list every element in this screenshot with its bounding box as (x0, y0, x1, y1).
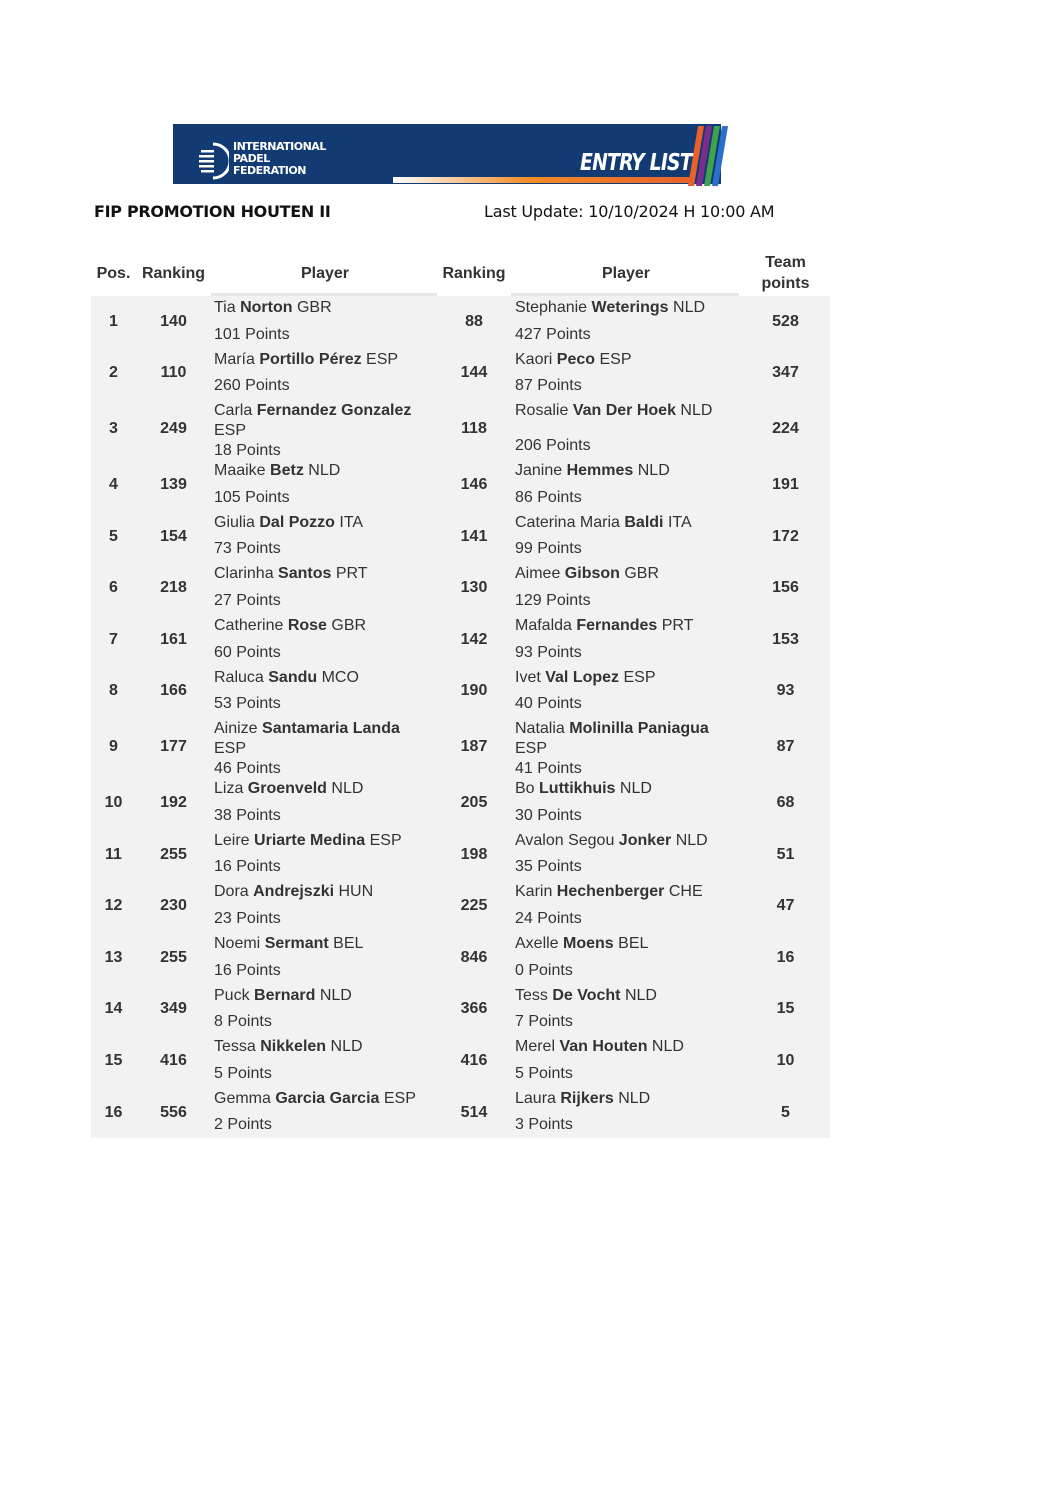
player-2-points: 427 Points (515, 325, 591, 343)
player-2-ranking: 225 (460, 897, 488, 915)
padel-federation-logo-icon (199, 140, 229, 182)
team-points: 153 (772, 630, 799, 648)
table-row (91, 984, 830, 1036)
player-1-nationality: BEL (328, 934, 364, 952)
team-points: 172 (772, 527, 799, 545)
team-points: 47 (776, 897, 795, 915)
player-1-points: 8 Points (214, 1013, 272, 1031)
player-2-last-name: Baldi (624, 513, 664, 531)
player-2-last-name: Rijkers (560, 1089, 614, 1107)
player-2-ranking: 142 (460, 630, 488, 648)
table-row (91, 717, 830, 777)
player-1-nationality: MCO (317, 668, 359, 686)
player-2-last-name: Jonker (618, 831, 672, 849)
player-1-name (214, 401, 436, 441)
player-1-first-name: Clarinha (214, 565, 279, 583)
player-2-nationality: NLD (620, 986, 657, 1004)
player-2-name (515, 461, 737, 481)
player-1-nationality: NLD (326, 780, 364, 798)
table-row (91, 1087, 830, 1139)
player-2-nationality: NLD (633, 462, 670, 480)
player-2 (515, 459, 737, 511)
federation-logo-text: INTERNATIONAL PADEL FEDERATION (233, 140, 326, 177)
player-2-ranking: 366 (460, 1000, 488, 1018)
player-2-first-name: Caterina Maria (515, 513, 625, 531)
player-1 (214, 666, 436, 718)
banner-orange-stripe (393, 177, 693, 183)
table-row (91, 1035, 830, 1087)
player-1-first-name: Tessa (214, 1038, 261, 1056)
player-2-first-name: Karin (515, 883, 557, 901)
player-2-name (515, 934, 737, 954)
player-2-points: 93 Points (515, 643, 582, 661)
player-2 (515, 777, 737, 829)
player-2-nationality: ESP (515, 740, 548, 758)
player-1-first-name: Catherine (214, 616, 288, 634)
player-2-nationality: PRT (657, 616, 694, 634)
player-1-last-name: Dal Pozzo (259, 513, 335, 531)
player-1-ranking: 140 (160, 312, 187, 330)
player-2-ranking: 144 (460, 364, 488, 382)
player-1-nationality: ITA (334, 513, 364, 531)
player-1-nationality: HUN (334, 883, 374, 901)
position: 4 (109, 475, 118, 493)
table-row (91, 880, 830, 932)
team-points: 156 (772, 579, 799, 597)
position: 2 (109, 364, 118, 382)
player-2-name (515, 986, 737, 1006)
player-1-ranking: 349 (160, 1000, 187, 1018)
player-1-name (214, 668, 436, 688)
player-1-nationality: ESP (361, 350, 399, 368)
player-2-first-name: Avalon Segou (515, 831, 619, 849)
player-1-ranking: 110 (160, 364, 187, 382)
table-row (91, 614, 830, 666)
player-1-nationality: PRT (331, 565, 368, 583)
player-1-points: 53 Points (214, 695, 281, 713)
player-1-nationality: ESP (214, 740, 247, 758)
player-1 (214, 459, 436, 511)
player-1 (214, 1087, 436, 1139)
team-points: 191 (772, 475, 799, 493)
header-player-2: Player (601, 264, 651, 282)
player-2-last-name: Fernandes (576, 616, 658, 634)
player-2-points: 40 Points (515, 695, 582, 713)
position: 8 (109, 682, 118, 700)
player-2-last-name: Molinilla Paniagua (569, 720, 709, 738)
table-row (91, 348, 830, 400)
player-2-points: 99 Points (515, 540, 582, 558)
player-1-ranking: 230 (160, 897, 187, 915)
player-2-points: 41 Points (515, 760, 582, 778)
player-1-name (214, 831, 436, 851)
player-2-first-name: Merel (515, 1038, 560, 1056)
player-2-name (515, 350, 737, 370)
player-1-first-name: Leire (214, 831, 255, 849)
player-1 (214, 399, 436, 459)
position: 3 (109, 420, 118, 438)
player-1-ranking: 249 (160, 420, 187, 438)
player-2-nationality: ESP (619, 668, 656, 686)
player-2-ranking: 187 (460, 738, 488, 756)
player-2 (515, 511, 737, 563)
table-row (91, 777, 830, 829)
player-2-points: 24 Points (515, 909, 582, 927)
player-1 (214, 829, 436, 881)
player-1-last-name: Portillo Pérez (259, 350, 362, 368)
player-1 (214, 348, 436, 400)
player-2-last-name: Hemmes (566, 462, 634, 480)
player-2-name (515, 1037, 737, 1057)
player-2-name (515, 564, 737, 584)
player-1-points: 27 Points (214, 591, 281, 609)
position: 16 (104, 1103, 123, 1121)
player-2-first-name: Bo (515, 780, 540, 798)
player-2-name (515, 298, 737, 318)
player-1 (214, 562, 436, 614)
banner-bar (173, 124, 721, 184)
player-2-points: 35 Points (515, 858, 582, 876)
table-row (91, 562, 830, 614)
player-2-first-name: Ivet (515, 668, 546, 686)
player-1-name (214, 461, 436, 481)
player-2 (515, 614, 737, 666)
player-1-points: 16 Points (214, 858, 281, 876)
player-1-points: 16 Points (214, 961, 281, 979)
player-1-ranking: 166 (160, 682, 187, 700)
player-1 (214, 777, 436, 829)
player-1 (214, 984, 436, 1036)
player-2-nationality: CHE (664, 883, 703, 901)
player-1-points: 60 Points (214, 643, 281, 661)
player-1-name (214, 513, 436, 533)
player-2-points: 5 Points (515, 1064, 573, 1082)
position: 6 (109, 579, 118, 597)
player-2-last-name: Van Houten (559, 1038, 648, 1056)
table-row (91, 399, 830, 459)
player-2-ranking: 130 (460, 579, 488, 597)
table-row (91, 511, 830, 563)
player-2 (515, 348, 737, 400)
player-1-last-name: Bernard (254, 986, 316, 1004)
player-2 (515, 829, 737, 881)
player-2-ranking: 514 (460, 1103, 488, 1121)
team-points: 10 (776, 1051, 795, 1069)
player-2-last-name: Van Der Hoek (572, 402, 676, 420)
position: 7 (109, 630, 118, 648)
team-points: 5 (781, 1103, 790, 1121)
player-2-nationality: GBR (619, 565, 660, 583)
player-2-points: 206 Points (515, 437, 591, 455)
position: 10 (104, 793, 123, 811)
player-2-last-name: Moens (563, 934, 614, 952)
entry-list-table (91, 250, 830, 1138)
player-1-last-name: Garcia Garcia (275, 1089, 380, 1107)
player-2-name (515, 668, 737, 688)
player-2-last-name: Val Lopez (545, 668, 620, 686)
player-2-ranking: 205 (460, 793, 488, 811)
player-1-points: 18 Points (214, 442, 281, 460)
player-1-ranking: 255 (160, 948, 187, 966)
player-1-nationality: GBR (292, 299, 332, 316)
player-1-name (214, 350, 436, 370)
player-1-last-name: Uriarte Medina (254, 831, 366, 849)
player-1-first-name: Puck (214, 986, 255, 1004)
player-1-name (214, 616, 436, 636)
position: 15 (104, 1051, 123, 1069)
player-1-points: 2 Points (214, 1116, 272, 1134)
player-2-nationality: NLD (671, 831, 708, 849)
player-1-first-name: Raluca (214, 668, 269, 686)
player-1-first-name: Dora (214, 883, 254, 901)
player-1-points: 105 Points (214, 488, 290, 506)
player-1-points: 46 Points (214, 760, 281, 778)
player-1-points: 23 Points (214, 909, 281, 927)
position: 14 (104, 1000, 123, 1018)
player-1-nationality: ESP (379, 1089, 416, 1107)
player-1-ranking: 556 (160, 1103, 187, 1121)
player-1-name (214, 986, 436, 1006)
player-1-ranking: 161 (160, 630, 187, 648)
player-1-name (214, 779, 436, 799)
player-2-first-name: Kaori (515, 350, 557, 368)
table-row (91, 829, 830, 881)
player-1-last-name: Betz (270, 462, 304, 480)
player-1-ranking: 218 (160, 579, 187, 597)
table-header (91, 250, 830, 296)
player-1-last-name: Sandu (268, 668, 318, 686)
player-1-name (214, 934, 436, 954)
player-1-last-name: Santos (278, 565, 332, 583)
event-name: FIP PROMOTION HOUTEN II (94, 202, 331, 221)
player-2-last-name: De Vocht (552, 986, 621, 1004)
table-row (91, 666, 830, 718)
player-2 (515, 984, 737, 1036)
last-update: Last Update: 10/10/2024 H 10:00 AM (484, 202, 775, 221)
player-1 (214, 296, 436, 348)
player-2-nationality: ESP (595, 350, 632, 368)
player-1-first-name: Giulia (214, 513, 260, 531)
team-points: 528 (772, 312, 799, 330)
player-1-points: 38 Points (214, 806, 281, 824)
player-1-points: 5 Points (214, 1064, 272, 1082)
header-ranking-2: Ranking (442, 264, 506, 282)
player-1-first-name: Maaike (214, 462, 271, 480)
player-1 (214, 614, 436, 666)
player-2-last-name: Luttikhuis (539, 780, 616, 798)
player-1-last-name: Sermant (264, 934, 329, 952)
player-1 (214, 1035, 436, 1087)
player-2-last-name: Weterings (591, 299, 669, 316)
team-points: 93 (776, 682, 795, 700)
player-1-nationality: ESP (365, 831, 402, 849)
header-team-points (741, 250, 830, 296)
player-1-last-name: Santamaria Landa (262, 720, 400, 738)
player-2-ranking: 416 (460, 1051, 488, 1069)
player-2-name (515, 401, 737, 421)
player-2-name (515, 616, 737, 636)
player-1-first-name: Tia (214, 299, 241, 316)
player-1-nationality: NLD (303, 462, 341, 480)
player-2-ranking: 146 (460, 475, 488, 493)
player-2-points: 86 Points (515, 488, 582, 506)
position: 1 (109, 312, 118, 330)
player-1-points: 101 Points (214, 325, 290, 343)
player-2 (515, 296, 737, 348)
player-2-name (515, 719, 737, 759)
player-2-nationality: BEL (613, 934, 649, 952)
player-2-ranking: 141 (460, 527, 488, 545)
player-1-nationality: NLD (315, 986, 352, 1004)
player-2-ranking: 846 (460, 948, 488, 966)
player-2 (515, 932, 737, 984)
player-2-first-name: Mafalda (515, 616, 577, 634)
player-2-nationality: NLD (647, 1038, 684, 1056)
position: 13 (104, 948, 123, 966)
player-2 (515, 717, 737, 777)
header-player-1: Player (300, 264, 350, 282)
player-1-name (214, 564, 436, 584)
player-2-first-name: Natalia (515, 720, 570, 738)
player-2-points: 87 Points (515, 377, 582, 395)
player-1-nationality: ESP (214, 422, 247, 440)
player-1 (214, 717, 436, 777)
player-2 (515, 880, 737, 932)
team-points: 87 (776, 738, 795, 756)
player-1-last-name: Andrejszki (253, 883, 335, 901)
player-1-points: 260 Points (214, 377, 290, 395)
player-1-name (214, 1037, 436, 1057)
player-1-ranking: 177 (160, 738, 187, 756)
player-1-first-name: Noemi (214, 934, 265, 952)
player-2-name (515, 882, 737, 902)
player-2-first-name: Laura (515, 1089, 561, 1107)
player-2-ranking: 88 (465, 312, 483, 330)
player-2-first-name: Rosalie (515, 402, 573, 420)
player-2-ranking: 118 (461, 420, 487, 438)
player-2-last-name: Hechenberger (556, 883, 665, 901)
player-2-nationality: NLD (615, 780, 652, 798)
player-2-points: 7 Points (515, 1013, 573, 1031)
position: 5 (109, 527, 118, 545)
team-points: 51 (776, 845, 795, 863)
team-points: 15 (776, 1000, 795, 1018)
player-1-last-name: Groenveld (247, 780, 327, 798)
player-1-ranking: 192 (160, 793, 187, 811)
player-2-points: 129 Points (515, 591, 591, 609)
player-1-name (214, 298, 436, 318)
player-2-name (515, 779, 737, 799)
player-1-first-name: Carla (214, 402, 257, 420)
position: 9 (109, 738, 118, 756)
player-2-nationality: NLD (675, 402, 713, 420)
player-2-name (515, 831, 737, 851)
entry-list-banner (173, 116, 728, 192)
banner-title: ENTRY LIST (580, 150, 692, 176)
player-2-last-name: Peco (556, 350, 596, 368)
player-2-first-name: Stephanie (515, 299, 592, 316)
player-1-name (214, 882, 436, 902)
header-pos: Pos. (96, 264, 131, 282)
team-points: 224 (772, 420, 799, 438)
player-2-first-name: Axelle (515, 934, 564, 952)
banner-color-stripes-icon (688, 116, 728, 192)
player-1-first-name: Gemma (214, 1089, 276, 1107)
player-1-ranking: 416 (160, 1051, 187, 1069)
table-body (91, 296, 830, 1138)
player-2-points: 3 Points (515, 1116, 573, 1134)
player-1-nationality: NLD (326, 1038, 363, 1056)
table-row (91, 296, 830, 348)
player-2-nationality: NLD (668, 299, 706, 316)
player-1-last-name: Fernandez Gonzalez (256, 402, 412, 420)
player-1-first-name: María (214, 350, 260, 368)
player-2-first-name: Aimee (515, 565, 565, 583)
team-points: 68 (776, 793, 795, 811)
player-1-ranking: 139 (160, 475, 187, 493)
team-points: 16 (776, 948, 795, 966)
player-1-last-name: Rose (287, 616, 327, 634)
player-1-ranking: 255 (160, 845, 187, 863)
player-1 (214, 932, 436, 984)
header-team-points-line1: Team (765, 254, 806, 271)
player-2 (515, 562, 737, 614)
position: 11 (105, 845, 122, 863)
player-1 (214, 880, 436, 932)
player-2-nationality: NLD (613, 1089, 651, 1107)
player-1-name (214, 719, 436, 759)
player-1-nationality: GBR (326, 616, 367, 634)
player-2-first-name: Tess (515, 986, 553, 1004)
player-2-nationality: ITA (663, 513, 692, 531)
player-2-points: 0 Points (515, 961, 573, 979)
player-2-name (515, 1089, 737, 1109)
player-1-points: 73 Points (214, 540, 281, 558)
player-2-ranking: 198 (460, 845, 488, 863)
player-2 (515, 399, 737, 459)
player-1 (214, 511, 436, 563)
player-1-ranking: 154 (160, 527, 187, 545)
team-points: 347 (772, 364, 799, 382)
player-2-points: 30 Points (515, 806, 582, 824)
table-row (91, 459, 830, 511)
player-2-name (515, 513, 737, 533)
header-team-points-line2: points (761, 275, 810, 292)
player-2-ranking: 190 (460, 682, 488, 700)
player-2-last-name: Gibson (564, 565, 620, 583)
player-1-name (214, 1089, 436, 1109)
player-1-first-name: Liza (214, 780, 248, 798)
player-1-last-name: Nikkelen (260, 1038, 327, 1056)
player-1-first-name: Ainize (214, 720, 263, 738)
player-2-first-name: Janine (515, 462, 567, 480)
player-2 (515, 1087, 737, 1139)
position: 12 (104, 897, 123, 915)
player-2 (515, 1035, 737, 1087)
player-2 (515, 666, 737, 718)
table-row (91, 932, 830, 984)
player-1-last-name: Norton (240, 299, 293, 316)
header-ranking-1: Ranking (141, 264, 206, 282)
